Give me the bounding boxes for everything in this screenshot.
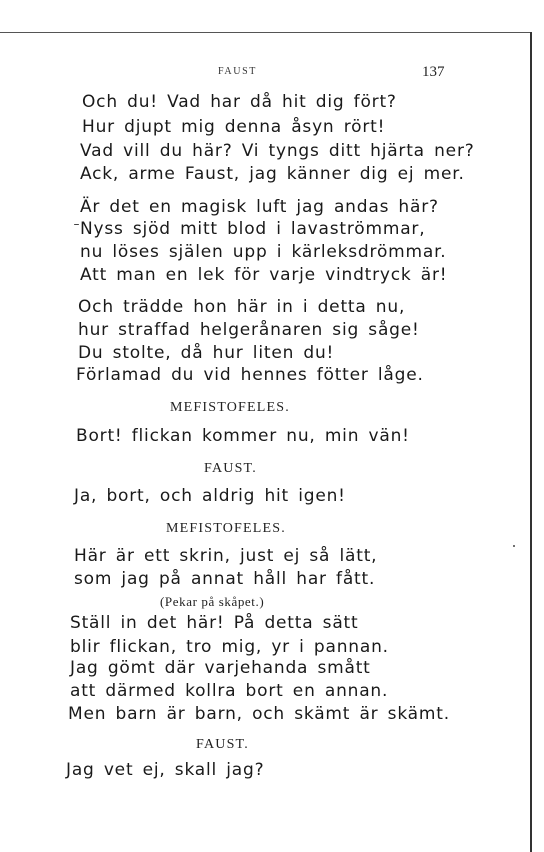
stage-direction: (Pekar på skåpet.) xyxy=(160,594,265,609)
verse-line: Ställ in det här! På detta sätt xyxy=(70,613,359,633)
verse-line: Att man en lek för varje vindtryck är! xyxy=(80,265,448,285)
speaker-name: MEFISTOFELES. xyxy=(170,400,290,415)
verse-line: Förlamad du vid hennes fötter låge. xyxy=(76,365,424,385)
verse-line: hur straffad helgerånaren sig såge! xyxy=(78,320,420,340)
verse-line: Ack, arme Faust, jag känner dig ej mer. xyxy=(80,164,465,184)
verse-line: som jag på annat håll har fått. xyxy=(74,569,376,589)
speaker-name: FAUST. xyxy=(196,737,249,752)
verse-line: blir flickan, tro mig, yr i pannan. xyxy=(70,637,389,657)
verse-line: Och du! Vad har då hit dig fört? xyxy=(82,92,397,112)
ink-speck xyxy=(513,545,515,547)
verse-line: Men barn är barn, och skämt är skämt. xyxy=(68,704,450,724)
page-right-edge xyxy=(530,32,532,852)
verse-line: Bort! flickan kommer nu, min vän! xyxy=(76,426,410,446)
verse-line: nu löses själen upp i kärleksdrömmar. xyxy=(80,242,447,262)
verse-line: Ja, bort, och aldrig hit igen! xyxy=(74,486,346,506)
verse-line: Du stolte, då hur liten du! xyxy=(78,343,335,363)
verse-line: Jag gömt där varjehanda smått xyxy=(70,658,371,678)
verse-line: Och trädde hon här in i detta nu, xyxy=(78,297,406,317)
verse-line: att därmed kollra bort en annan. xyxy=(70,681,389,701)
verse-line: Hur djupt mig denna åsyn rört! xyxy=(82,117,386,137)
ink-speck xyxy=(74,224,79,225)
running-head: FAUST xyxy=(218,66,257,77)
speaker-name: MEFISTOFELES. xyxy=(166,521,286,536)
speaker-name: FAUST. xyxy=(204,461,257,476)
page-top-edge xyxy=(0,32,532,33)
verse-line: Jag vet ej, skall jag? xyxy=(66,760,265,780)
verse-line: Nyss sjöd mitt blod i lavaströmmar, xyxy=(80,219,426,239)
page-number: 137 xyxy=(422,64,445,80)
verse-line: Vad vill du här? Vi tyngs ditt hjärta ner? xyxy=(80,141,475,161)
verse-line: Är det en magisk luft jag andas här? xyxy=(80,197,439,217)
verse-line: Här är ett skrin, just ej så lätt, xyxy=(74,546,378,566)
